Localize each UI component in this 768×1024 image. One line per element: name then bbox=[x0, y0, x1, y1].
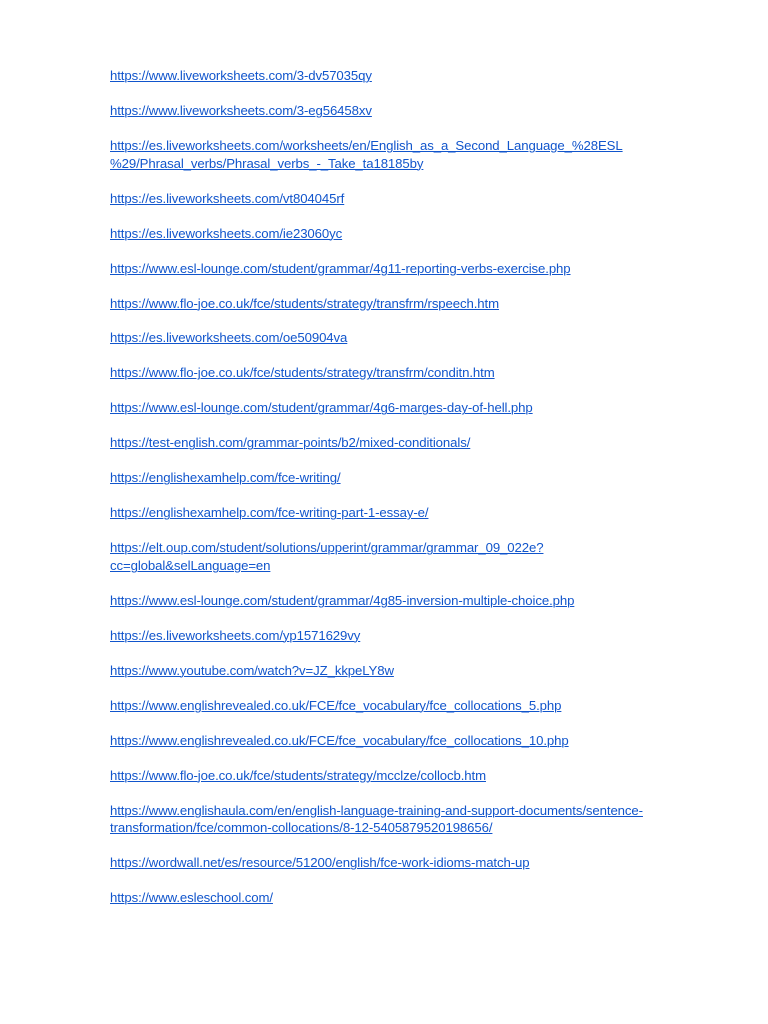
list-item bbox=[110, 260, 710, 278]
link-6[interactable]: https://www.esl-lounge.com/student/grammar/4g11-reporting-verbs-exercise.php bbox=[110, 260, 571, 276]
list-item bbox=[110, 504, 710, 522]
list-item bbox=[110, 137, 710, 172]
link-12[interactable]: https://englishexamhelp.com/fce-writing/ bbox=[110, 470, 341, 486]
link-9[interactable]: https://www.flo-joe.co.uk/fce/students/strategy/transfrm/conditn.htm bbox=[110, 365, 495, 381]
list-item bbox=[110, 592, 710, 610]
link-list bbox=[110, 67, 710, 924]
list-item bbox=[110, 802, 710, 837]
link-23[interactable]: https://www.esleschool.com/ bbox=[110, 890, 273, 906]
list-item bbox=[110, 767, 710, 785]
list-item bbox=[110, 364, 710, 382]
link-22[interactable]: https://wordwall.net/es/resource/51200/english/fce-work-idioms-match-up bbox=[110, 855, 530, 871]
link-15[interactable]: https://www.esl-lounge.com/student/grammar/4g85-inversion-multiple-choice.php bbox=[110, 592, 575, 608]
link-18[interactable]: https://www.englishrevealed.co.uk/FCE/fce_vocabulary/fce_collocations_5.php bbox=[110, 697, 562, 713]
list-item bbox=[110, 889, 710, 907]
link-7[interactable]: https://www.flo-joe.co.uk/fce/students/strategy/transfrm/rspeech.htm bbox=[110, 295, 499, 311]
link-1[interactable]: https://www.liveworksheets.com/3-dv57035qy bbox=[110, 68, 372, 83]
link-3[interactable]: https://es.liveworksheets.com/worksheets/en/English_as_a_Second_Language_%28ESL %29/Phrasal_verbs/Phrasal_verbs_-_Take_ta18185by bbox=[110, 137, 623, 171]
list-item bbox=[110, 732, 710, 750]
link-13[interactable]: https://englishexamhelp.com/fce-writing-part-1-essay-e/ bbox=[110, 505, 429, 521]
list-item bbox=[110, 67, 710, 85]
link-5[interactable]: https://es.liveworksheets.com/ie23060yc bbox=[110, 225, 343, 241]
list-item bbox=[110, 329, 710, 347]
list-item bbox=[110, 627, 710, 645]
link-16[interactable]: https://es.liveworksheets.com/yp1571629vy bbox=[110, 627, 361, 643]
link-8[interactable]: https://es.liveworksheets.com/oe50904va bbox=[110, 330, 348, 346]
link-4[interactable]: https://es.liveworksheets.com/vt804045rf bbox=[110, 190, 345, 206]
list-item bbox=[110, 854, 710, 872]
list-item bbox=[110, 399, 710, 417]
link-2[interactable]: https://www.liveworksheets.com/3-eg56458xv bbox=[110, 102, 372, 118]
link-14[interactable]: https://elt.oup.com/student/solutions/upperint/grammar/grammar_09_022e? cc=global&selLanguage=en bbox=[110, 540, 544, 573]
list-item bbox=[110, 295, 710, 313]
list-item bbox=[110, 539, 710, 574]
link-19[interactable]: https://www.englishrevealed.co.uk/FCE/fce_vocabulary/fce_collocations_10.php bbox=[110, 732, 569, 748]
link-21[interactable]: https://www.englishaula.com/en/english-language-training-and-support-documents/sentence- transformation/fce/common-collocations/8-12-5405879520198656/ bbox=[110, 802, 643, 836]
list-item bbox=[110, 697, 710, 715]
link-17[interactable]: https://www.youtube.com/watch?v=JZ_kkpeLY8w bbox=[110, 662, 394, 678]
list-item bbox=[110, 469, 710, 487]
link-10[interactable]: https://www.esl-lounge.com/student/grammar/4g6-marges-day-of-hell.php bbox=[110, 400, 533, 416]
link-20[interactable]: https://www.flo-joe.co.uk/fce/students/strategy/mcclze/collocb.htm bbox=[110, 767, 486, 783]
list-item bbox=[110, 662, 710, 680]
list-item bbox=[110, 190, 710, 208]
list-item bbox=[110, 434, 710, 452]
link-11[interactable]: https://test-english.com/grammar-points/b2/mixed-conditionals/ bbox=[110, 435, 471, 451]
list-item bbox=[110, 102, 710, 120]
list-item bbox=[110, 225, 710, 243]
